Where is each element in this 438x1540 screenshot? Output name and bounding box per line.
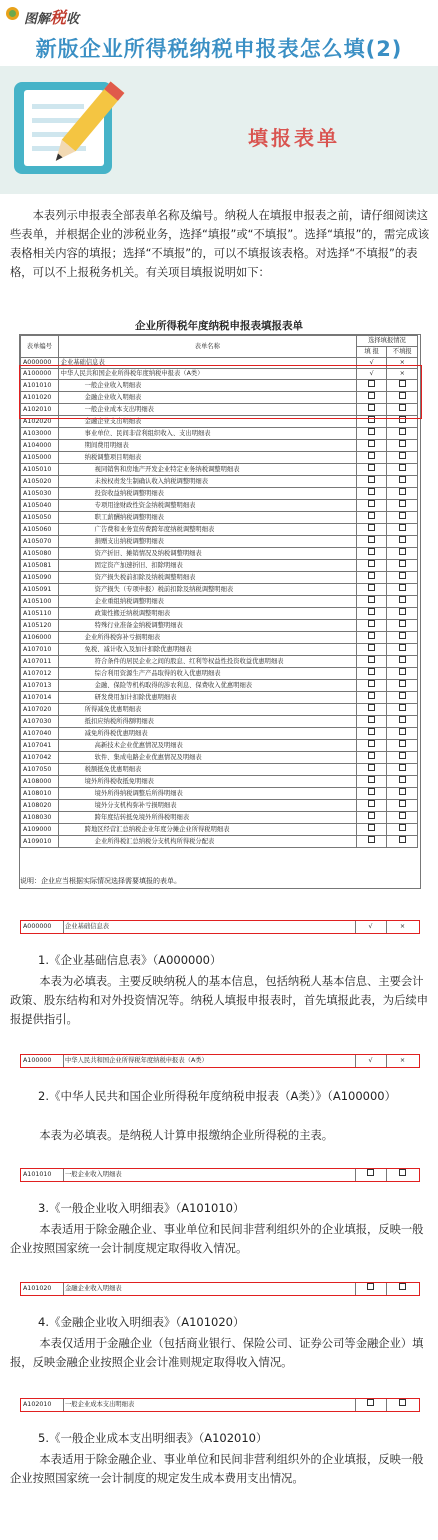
table-row — [21, 440, 418, 452]
table-title: 企业所得税年度纳税申报表填报表单 — [135, 320, 303, 332]
table-row — [21, 596, 418, 608]
table-row — [21, 536, 418, 548]
table-row — [21, 572, 418, 584]
form-name: 企业基础信息表 — [58, 358, 356, 369]
cross-mark: × — [399, 923, 406, 930]
table-row — [21, 632, 418, 644]
checkbox[interactable] — [399, 464, 406, 471]
table-row — [21, 764, 418, 776]
form-code: A105091 — [21, 584, 59, 596]
table-row — [21, 476, 418, 488]
form-code: A105010 — [21, 464, 59, 476]
checkbox[interactable] — [399, 656, 406, 663]
banner-label: 填报表单 — [248, 126, 340, 150]
form-name: 企业基础信息表 — [63, 921, 356, 933]
table-row — [21, 500, 418, 512]
form-name: 一般企业收入明细表 — [63, 1169, 356, 1181]
form-code: A108020 — [21, 800, 59, 812]
form-name: 捐赠支出纳税调整明细表 — [58, 536, 356, 548]
table-row — [21, 548, 418, 560]
checkbox[interactable] — [399, 680, 406, 687]
form-name: 政策性搬迁纳税调整明细表 — [58, 608, 356, 620]
table-row — [21, 788, 418, 800]
checkbox[interactable] — [399, 572, 406, 579]
table-row — [21, 680, 418, 692]
checkbox[interactable] — [399, 476, 406, 483]
form-name: 一般企业收入明细表 — [58, 380, 356, 392]
form-code: A101020 — [21, 1283, 64, 1295]
check-mark: √ — [355, 921, 387, 933]
table-row — [21, 704, 418, 716]
checkbox[interactable] — [399, 560, 406, 567]
checkbox[interactable] — [368, 440, 375, 447]
checkbox[interactable] — [367, 1399, 374, 1406]
check-mark: √ — [356, 369, 387, 380]
form-code: A102020 — [21, 416, 59, 428]
section-title: 3.《一般企业收入明细表》（A101010） — [38, 1201, 245, 1215]
checkbox[interactable] — [399, 608, 406, 615]
checkbox[interactable] — [368, 704, 375, 711]
form-name: 固定资产加速折旧、扣除明细表 — [58, 560, 356, 572]
form-code: A107020 — [21, 704, 59, 716]
form-code: A107011 — [21, 656, 59, 668]
form-code: A102010 — [21, 1399, 64, 1411]
form-name: 专项用途财政性资金纳税调整明细表 — [58, 500, 356, 512]
checkbox[interactable] — [368, 488, 375, 495]
table-row — [21, 740, 418, 752]
form-name: 企业所得税弥补亏损明细表 — [58, 632, 356, 644]
checkbox[interactable] — [399, 836, 406, 843]
table-row — [21, 428, 418, 440]
checkbox[interactable] — [399, 500, 406, 507]
form-code: A101010 — [21, 1169, 64, 1181]
form-row-excerpt — [20, 1282, 420, 1296]
table-row — [21, 512, 418, 524]
check-mark: √ — [356, 358, 387, 369]
notepad-pencil-icon — [12, 74, 128, 182]
form-code: A105090 — [21, 572, 59, 584]
checkbox[interactable] — [399, 824, 406, 831]
form-name: 企业重组纳税调整明细表 — [58, 596, 356, 608]
logo-icon — [6, 7, 19, 20]
checkbox[interactable] — [368, 836, 375, 843]
form-name: 研发费用加计扣除优惠明细表 — [58, 692, 356, 704]
table-row — [21, 824, 418, 836]
form-name: 广告费和业务宣传费跨年度纳税调整明细表 — [58, 524, 356, 536]
form-name: 一般企业成本支出明细表 — [58, 404, 356, 416]
form-code: A105030 — [21, 488, 59, 500]
form-name: 跨年度结转抵免境外所得税明细表 — [58, 812, 356, 824]
checkbox[interactable] — [368, 584, 375, 591]
form-code: A108010 — [21, 788, 59, 800]
form-name: 金融企业收入明细表 — [63, 1283, 356, 1295]
section-body: 本表为必填表。是纳税人计算申报缴纳企业所得税的主表。 — [39, 1129, 334, 1142]
form-name: 税额抵免优惠明细表 — [58, 764, 356, 776]
check-mark: √ — [355, 1055, 387, 1067]
checkbox[interactable] — [399, 692, 406, 699]
form-name: 跨地区经营汇总纳税企业年度分摊企业所得税明细表 — [58, 824, 356, 836]
form-name: 减免所得税优惠明细表 — [58, 728, 356, 740]
checkbox[interactable] — [399, 452, 406, 459]
form-name: 事业单位、民间非营利组织收入、支出明细表 — [58, 428, 356, 440]
form-name: 资产损失（专项申报）税前扣除及纳税调整明细表 — [58, 584, 356, 596]
header-choice: 选择填报情况 — [356, 336, 417, 347]
form-code: A105050 — [21, 512, 59, 524]
form-name: 纳税调整项目明细表 — [58, 452, 356, 464]
checkbox[interactable] — [399, 584, 406, 591]
form-code: A109010 — [21, 836, 59, 848]
section-title: 4.《金融企业收入明细表》（A101020） — [38, 1315, 245, 1329]
checkbox[interactable] — [399, 728, 406, 735]
header-no: 不填报 — [387, 347, 418, 358]
checkbox[interactable] — [399, 776, 406, 783]
header-code: 表单编号 — [21, 336, 59, 358]
form-name: 期间费用明细表 — [58, 440, 356, 452]
checkbox[interactable] — [368, 512, 375, 519]
table-row — [21, 584, 418, 596]
table-row — [21, 668, 418, 680]
checkbox[interactable] — [368, 716, 375, 723]
checkbox[interactable] — [368, 692, 375, 699]
checkbox[interactable] — [399, 740, 406, 747]
form-row-excerpt — [20, 1054, 420, 1068]
checkbox[interactable] — [399, 800, 406, 807]
banner — [0, 66, 438, 194]
form-name: 抵扣应纳税所得额明细表 — [58, 716, 356, 728]
form-name: 金融企业收入明细表 — [58, 392, 356, 404]
section-body: 本表仅适用于金融企业（包括商业银行、保险公司、证券公司等金融企业）填报，反映金融企业按照企业会计准则规定取得收入情况。 — [10, 1337, 424, 1369]
checkbox[interactable] — [399, 512, 406, 519]
form-name: 免税、减计收入及加计扣除优惠明细表 — [58, 644, 356, 656]
page-title: 新版企业所得税纳税申报表怎么填(2) — [35, 37, 403, 61]
cross-mark: × — [399, 1057, 406, 1064]
checkbox[interactable] — [368, 752, 375, 759]
form-code: A106000 — [21, 632, 59, 644]
checkbox[interactable] — [399, 620, 406, 627]
cross-mark: × — [387, 369, 418, 380]
form-name: 投资收益纳税调整明细表 — [58, 488, 356, 500]
checkbox[interactable] — [368, 824, 375, 831]
form-code: A105070 — [21, 536, 59, 548]
checkbox[interactable] — [368, 524, 375, 531]
form-code: A105110 — [21, 608, 59, 620]
form-code: A107013 — [21, 680, 59, 692]
checkbox[interactable] — [368, 668, 375, 675]
table-row — [21, 752, 418, 764]
form-row-excerpt — [20, 1398, 420, 1412]
form-code: A109000 — [21, 824, 59, 836]
checkbox[interactable] — [399, 632, 406, 639]
checkbox[interactable] — [368, 476, 375, 483]
table-row — [21, 812, 418, 824]
checkbox[interactable] — [399, 788, 406, 795]
table-row — [21, 620, 418, 632]
checkbox[interactable] — [368, 728, 375, 735]
table-row — [21, 488, 418, 500]
checkbox[interactable] — [368, 572, 375, 579]
checkbox[interactable] — [368, 656, 375, 663]
form-name: 中华人民共和国企业所得税年度纳税申报表（A类） — [58, 369, 356, 380]
form-name: 一般企业成本支出明细表 — [63, 1399, 356, 1411]
form-code: A107041 — [21, 740, 59, 752]
form-code: A107050 — [21, 764, 59, 776]
checkbox[interactable] — [399, 764, 406, 771]
checkbox[interactable] — [399, 488, 406, 495]
checkbox[interactable] — [368, 776, 375, 783]
section-body: 本表适用于除金融企业、事业单位和民间非营利组织外的企业填报，反映一般企业按照国家统一会计制度规定取得收入情况。 — [10, 1223, 424, 1255]
checkbox[interactable] — [399, 548, 406, 555]
form-name: 金融、保险等机构取得的涉农利息、保费收入优惠明细表 — [58, 680, 356, 692]
form-name: 境外分支机构弥补亏损明细表 — [58, 800, 356, 812]
checkbox[interactable] — [368, 596, 375, 603]
checkbox[interactable] — [399, 1399, 406, 1406]
checkbox[interactable] — [368, 620, 375, 627]
form-code: A105040 — [21, 500, 59, 512]
checkbox[interactable] — [367, 1169, 374, 1176]
section-title: 5.《一般企业成本支出明细表》（A102010） — [38, 1431, 268, 1445]
section-title: 1.《企业基础信息表》（A000000） — [38, 953, 222, 967]
table-row — [21, 560, 418, 572]
form-code: A102010 — [21, 404, 59, 416]
table-row — [21, 644, 418, 656]
form-code: A101010 — [21, 380, 59, 392]
form-code: A108000 — [21, 776, 59, 788]
form-code: A107012 — [21, 668, 59, 680]
checkbox[interactable] — [368, 632, 375, 639]
checkbox[interactable] — [368, 788, 375, 795]
form-code: A105000 — [21, 452, 59, 464]
table-row — [21, 692, 418, 704]
header-yes: 填 报 — [356, 347, 387, 358]
form-code: A108030 — [21, 812, 59, 824]
cross-mark: × — [387, 358, 418, 369]
form-code: A103000 — [21, 428, 59, 440]
section-body: 本表适用于除金融企业、事业单位和民间非营利组织外的企业填报，反映一般企业按照国家统一会计制度的规定发生成本费用支出情况。 — [10, 1453, 424, 1485]
checkbox[interactable] — [399, 536, 406, 543]
form-code: A107040 — [21, 728, 59, 740]
checkbox[interactable] — [399, 524, 406, 531]
form-code: A105100 — [21, 596, 59, 608]
form-name: 职工薪酬纳税调整明细表 — [58, 512, 356, 524]
form-name: 特殊行业准备金纳税调整明细表 — [58, 620, 356, 632]
form-code: A105020 — [21, 476, 59, 488]
section-body: 本表为必填表。主要反映纳税人的基本信息，包括纳税人基本信息、主要会计政策、股东结构和对外投资情况等。纳税人填报申报表时，首先填报此表，为后续申报提供指引。 — [10, 975, 428, 1026]
form-name: 高新技术企业优惠情况及明细表 — [58, 740, 356, 752]
checkbox[interactable] — [368, 548, 375, 555]
checkbox[interactable] — [399, 752, 406, 759]
checkbox[interactable] — [399, 1283, 406, 1290]
form-code: A100000 — [21, 369, 59, 380]
table-note: 说明：企业应当根据实际情况选择需要填报的表单。 — [20, 877, 181, 885]
table-row — [21, 776, 418, 788]
form-code: A105060 — [21, 524, 59, 536]
highlight-frame — [19, 365, 422, 419]
checkbox[interactable] — [368, 464, 375, 471]
header-name: 表单名称 — [58, 336, 356, 358]
form-name: 所得减免优惠明细表 — [58, 704, 356, 716]
table-row — [21, 836, 418, 848]
form-row-excerpt — [20, 920, 420, 934]
form-code: A000000 — [21, 921, 64, 933]
form-code: A107030 — [21, 716, 59, 728]
checkbox[interactable] — [368, 500, 375, 507]
form-name: 资产折旧、摊销情况及纳税调整明细表 — [58, 548, 356, 560]
checkbox[interactable] — [399, 1169, 406, 1176]
form-name: 软件、集成电路企业优惠情况及明细表 — [58, 752, 356, 764]
checkbox[interactable] — [368, 608, 375, 615]
checkbox[interactable] — [399, 596, 406, 603]
checkbox[interactable] — [368, 800, 375, 807]
checkbox[interactable] — [368, 536, 375, 543]
form-code: A100000 — [21, 1055, 64, 1067]
form-code: A105120 — [21, 620, 59, 632]
table-row — [21, 656, 418, 668]
checkbox[interactable] — [399, 704, 406, 711]
form-code: A101020 — [21, 392, 59, 404]
checkbox[interactable] — [399, 428, 406, 435]
top-bar — [0, 0, 438, 28]
table-row — [21, 716, 418, 728]
checkbox[interactable] — [368, 764, 375, 771]
table-row — [21, 524, 418, 536]
form-code: A105080 — [21, 548, 59, 560]
form-name: 视同销售和房地产开发企业特定业务纳税调整明细表 — [58, 464, 356, 476]
table-row — [21, 608, 418, 620]
form-name: 金融企业支出明细表 — [58, 416, 356, 428]
table-row — [21, 464, 418, 476]
form-code: A107010 — [21, 644, 59, 656]
form-code: A104000 — [21, 440, 59, 452]
form-code: A105081 — [21, 560, 59, 572]
form-row-excerpt — [20, 1168, 420, 1182]
checkbox[interactable] — [399, 812, 406, 819]
form-code: A107042 — [21, 752, 59, 764]
checkbox[interactable] — [368, 812, 375, 819]
form-name: 中华人民共和国企业所得税年度纳税申报表（A类） — [63, 1055, 356, 1067]
form-name: 境外所得纳税调整后所得明细表 — [58, 788, 356, 800]
table-row — [21, 800, 418, 812]
checkbox[interactable] — [399, 716, 406, 723]
form-name: 未按权责发生制确认收入纳税调整明细表 — [58, 476, 356, 488]
table-row — [21, 452, 418, 464]
table-row — [21, 728, 418, 740]
checkbox[interactable] — [368, 644, 375, 651]
checkbox[interactable] — [368, 560, 375, 567]
intro-paragraph: 本表列示申报表全部表单名称及编号。纳税人在填报申报表之前，请仔细阅读这些表单，并根据企业的涉税业务，选择“填报”或“不填报”。选择“填报”的，需完成该表格相关内容的填报；选择“不填报”的，可以不填报该表格。对选择“不填报”的表格，可以不上报税务机关。有关项目填报说明如下： — [10, 209, 430, 279]
brand-name: 图解税收 — [24, 8, 80, 27]
checkbox[interactable] — [399, 644, 406, 651]
form-code: A107014 — [21, 692, 59, 704]
section-title: 2.《中华人民共和国企业所得税年度纳税申报表（A类）》（A100000） — [38, 1089, 397, 1103]
form-code: A000000 — [21, 358, 59, 369]
form-name: 境外所得税收抵免明细表 — [58, 776, 356, 788]
checkbox[interactable] — [399, 440, 406, 447]
checkbox[interactable] — [368, 740, 375, 747]
form-name: 企业所得税汇总纳税分支机构所得税分配表 — [58, 836, 356, 848]
form-name: 资产损失税前扣除及纳税调整明细表 — [58, 572, 356, 584]
checkbox[interactable] — [368, 680, 375, 687]
form-name: 综合利用资源生产产品取得的收入优惠明细表 — [58, 668, 356, 680]
checkbox[interactable] — [399, 668, 406, 675]
checkbox[interactable] — [368, 428, 375, 435]
checkbox[interactable] — [368, 452, 375, 459]
form-name: 符合条件的居民企业之间的股息、红利等权益性投资收益优惠明细表 — [58, 656, 356, 668]
checkbox[interactable] — [367, 1283, 374, 1290]
